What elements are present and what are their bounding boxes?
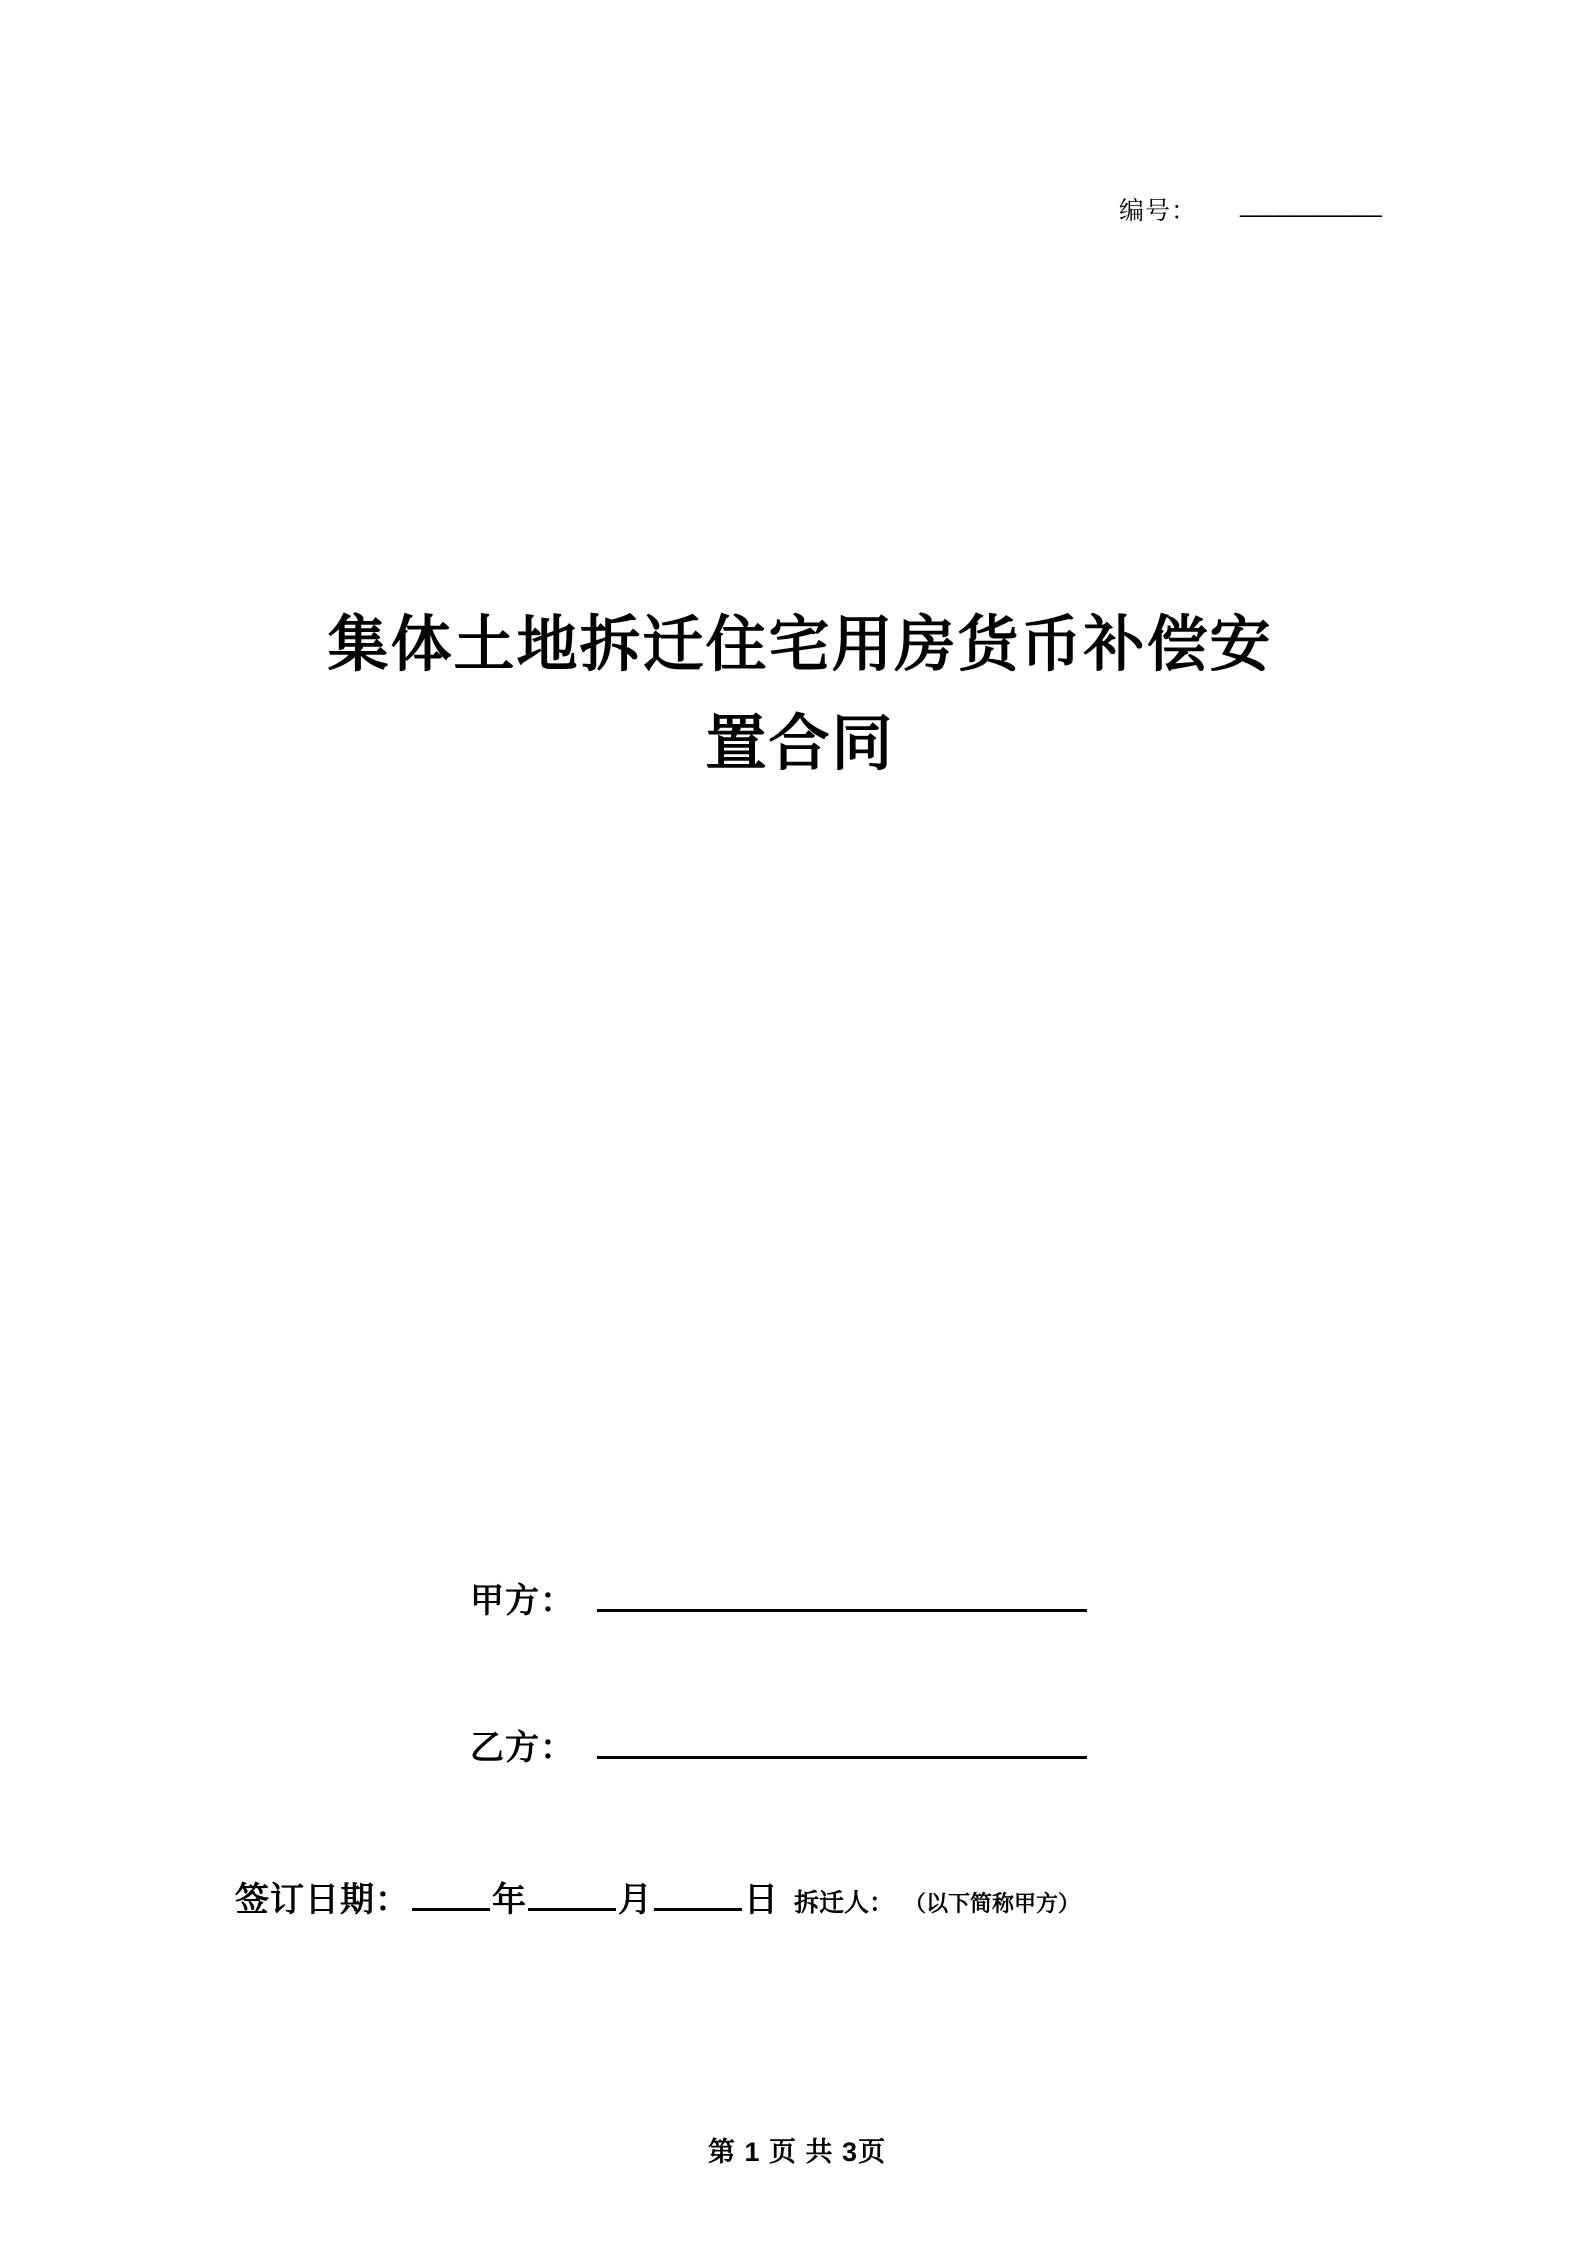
signing-month-input[interactable]	[528, 1906, 616, 1911]
footer-total-pages: 3	[842, 2137, 859, 2167]
footer-page-number: 1	[744, 2137, 761, 2167]
signing-date-label: 签订日期：	[235, 1881, 410, 1919]
parties-block	[0, 1573, 1594, 1867]
document-number-label: 编号：	[1118, 197, 1197, 225]
party-a-row	[0, 1573, 1594, 1622]
footer-prefix: 第	[707, 2137, 736, 2167]
party-b-row	[0, 1720, 1594, 1769]
signing-day-input[interactable]	[654, 1906, 742, 1911]
party-b-input[interactable]	[597, 1754, 1087, 1759]
footer-suffix: 页	[858, 2137, 887, 2167]
page-footer	[0, 2130, 1594, 2169]
party-b-label: 乙方：	[470, 1729, 575, 1767]
page-title-line-2: 置合同	[705, 708, 895, 777]
signing-year-unit: 年	[492, 1881, 526, 1919]
document-number-blank[interactable]: ___________	[1240, 190, 1382, 218]
party-a-input[interactable]	[597, 1607, 1087, 1612]
signing-date-row	[235, 1872, 1080, 1921]
demolisher-label: 拆迁人：	[794, 1889, 895, 1917]
page-title-line-1: 集体土地拆迁住宅用房货币补偿安	[327, 610, 1273, 678]
signing-month-unit: 月	[618, 1881, 652, 1919]
document-number-line	[0, 190, 1594, 227]
signing-day-unit: 日	[744, 1881, 778, 1919]
signing-year-input[interactable]	[412, 1906, 490, 1911]
footer-middle: 页 共	[769, 2137, 834, 2167]
demolisher-note: （以下简称甲方）	[904, 1891, 1081, 1916]
page-title	[255, 595, 1345, 793]
party-a-label: 甲方：	[470, 1582, 575, 1620]
